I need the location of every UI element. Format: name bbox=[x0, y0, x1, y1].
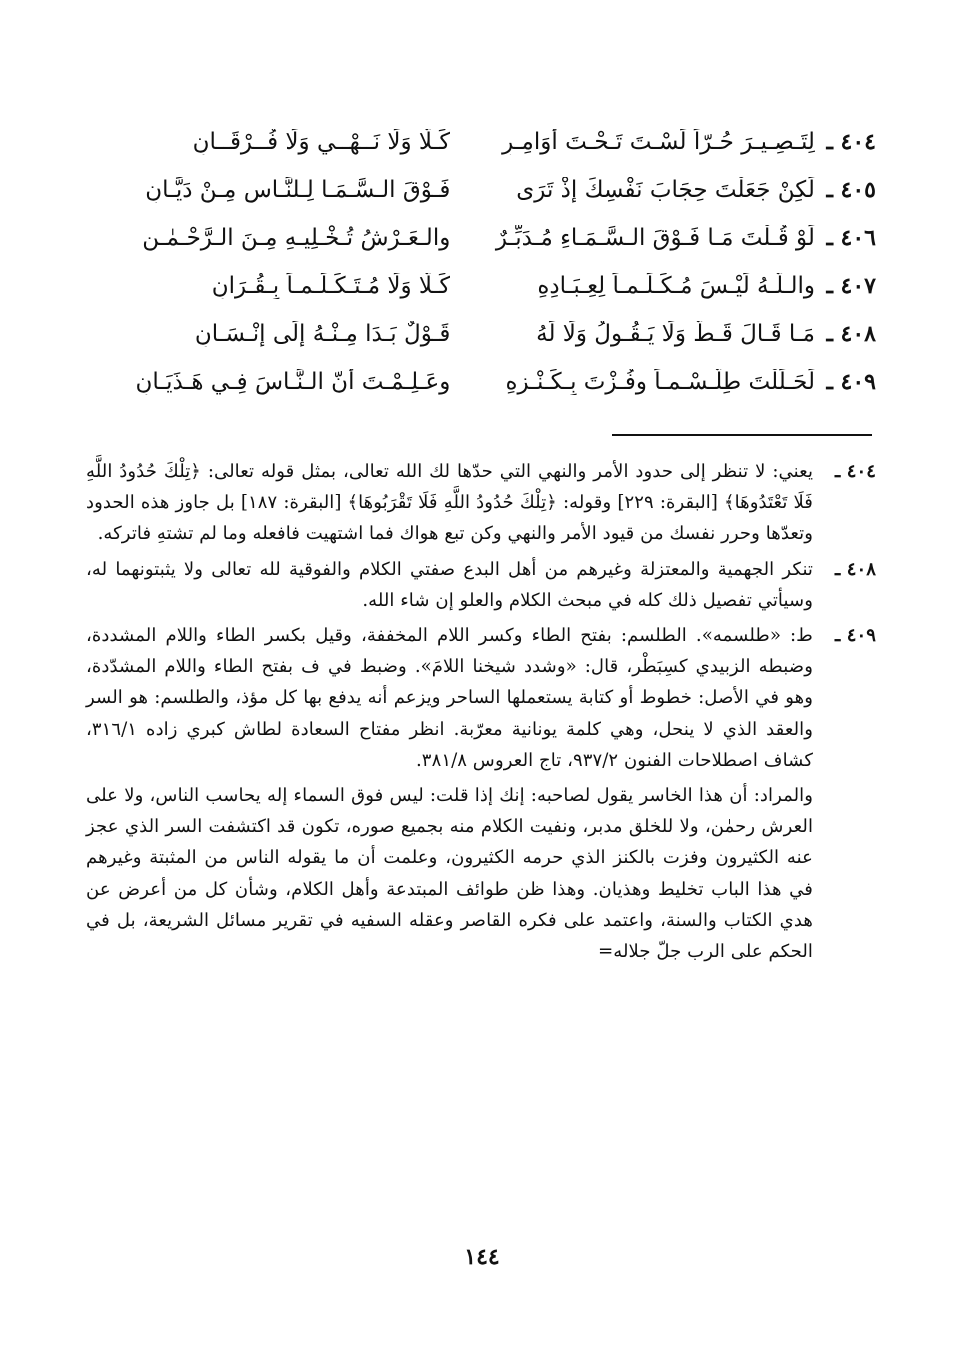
verse-number: ٤٠٧ ـ bbox=[826, 273, 876, 299]
verse-row bbox=[86, 310, 876, 358]
verse-first-hemistich: والـلَّـهُ لَيْـسَ مُـكَـلِّـمـاً لِعِـبَـادِهِ bbox=[537, 273, 815, 299]
footnotes-block bbox=[86, 456, 876, 967]
footnote bbox=[86, 554, 876, 616]
footnote bbox=[86, 456, 876, 550]
footnote-text: ط: «طلسمه». الطلسم: بفتح الطاء وكسر اللام المخففة، وقيل بكسر الطاء واللام المشددة، وضبطه الزبيدي كسِبَطْر، قال: «وشدد شيخنا اللامَ». وضبط في ف بفتح الطاء واللام المشدّدة، وهو في الأصل: خطوط أو كتابة يستعملها الساحر ويزعم أنه يدفع بها كل مؤذ، والطلسم: هو السر والعقد الذي لا ينحل، وهي كلمة يونانية معرّبة. انظر مفتاح السعادة لطاش كبري زاده ٣١٦/١، كشاف اصطلاحات الفنون ٩٣٧/٢، تاج العروس ٣٨١/٨. bbox=[86, 625, 813, 771]
verse-second-hemistich: كَـلَّا وَلَا مُـتَـكَـلِّـمـاً بِـقُـرَانِ bbox=[211, 273, 451, 299]
verse-row bbox=[86, 262, 876, 310]
verse-number: ٤٠٥ ـ bbox=[826, 177, 876, 203]
footnote-number: ٤٠٤ ـ bbox=[835, 461, 876, 482]
footnote-text: يعني: لا تنظر إلى حدود الأمر والنهي التي حدّها لك الله تعالى، بمثل قوله تعالى: ﴿تِلْكَ حُدُودُ اللَّهِ فَلَا تَعْتَدُوهَا﴾ [البقرة: ٢٢٩] وقوله: ﴿تِلْكَ حُدُودُ اللَّهِ فَلَا تَقْرَبُوهَا﴾ [البقرة: ١٨٧] بل جاوز هذه الحدود وتعدّها وحرر نفسك من قيود الأمر والنهي وكن تبع هواك فما اشتهيت فافعله وما لم تشتهِ فاتركه. bbox=[86, 461, 813, 545]
verse-number: ٤٠٩ ـ bbox=[826, 369, 876, 395]
verse-row bbox=[86, 118, 876, 166]
footnote bbox=[86, 620, 876, 776]
verse-second-hemistich: والـعَـرْشُ تُـخْـلِيـهِ مِـنَ الـرَّحْـمٰـنِ bbox=[142, 225, 451, 251]
page-number: ١٤٤ bbox=[464, 1244, 500, 1270]
verse-second-hemistich: قَـوْلٌ بَـدَا مِـنْـهُ إلَى إنْـسَـانِ bbox=[194, 321, 451, 347]
verse-first-hemistich: لَحَـلَلْتَ طِلَّـسْـمـاً وفُـزْتَ بِـكَـنْـزِهِ bbox=[505, 369, 815, 395]
verse-second-hemistich: فَـوْقَ الـسَّـمَـا لِـلنَّـاسِ مِـنْ دَيَّـانِ bbox=[145, 177, 451, 203]
verse-second-hemistich: وعَـلِـمْـتَ أنّ الـنَّـاسَ فِـي هَـذَيَـانِ bbox=[135, 369, 451, 395]
verse-first-hemistich: لَكِنْ جَعَلْتَ حِجَابَ نَفْسِكَ إذْ تَرَى bbox=[516, 177, 815, 203]
verse-first-hemistich: لِتَـصِـيـرَ حُـرّاً لَسْـتَ تَـحْـتَ أوَامِـرٍ bbox=[502, 129, 815, 155]
verse-first-hemistich: مَـا قَـالَ قَـطُّ وَلَا يَـقُـولُ وَلَا لَهُ bbox=[536, 321, 815, 347]
footnote-separator bbox=[612, 434, 872, 436]
verse-first-hemistich: لَوْ قُـلْتَ مَـا فَـوْقَ الـسَّـمَـاءِ مُـدَبِّـرٌ bbox=[495, 225, 815, 251]
footnote-number: ٤٠٩ ـ bbox=[835, 625, 876, 647]
footnote-text: تنكر الجهمية والمعتزلة وغيرهم من أهل البدع صفتي الكلام والفوقية لله تعالى ولا يثبتونهما له، وسيأتي تفصيل ذلك كله في مبحث الكلام والعلو إن شاء الله. bbox=[86, 558, 813, 611]
verse-number: ٤٠٤ ـ bbox=[826, 129, 876, 155]
verse-row bbox=[86, 214, 876, 262]
verses-block bbox=[86, 118, 876, 406]
verse-second-hemistich: كَـلَّا وَلَا نَــهْــيٍ وَلَا فُــرْقَــانِ bbox=[192, 129, 451, 155]
footnote-continuation: والمراد: أن هذا الخاسر يقول لصاحبه: إنك إذا قلت: ليس فوق السماء إله يحاسب الناس، ولا على العرش رحمٰن، ولا للخلق مدبر، ونفيت الكلام منه بجميع صوره، تكون قد اكتشفت السر الذي عجز عنه الكثيرون وفزت بالكنز الذي حرمه الكثيرون، وعلمت أن ما يقوله الناس من المثبتة وغيرهم في هذا الباب تخليط وهذيان. وهذا ظن طوائف المبتدعة وأهل الكلام، وشأن كل من أعرض عن هدي الكتاب والسنة، واعتمد على فكره القاصر وعقله السفيه في تقرير مسائل الشريعة، بل في الحكم على الرب جلّ جلاله= bbox=[86, 785, 813, 963]
verse-number: ٤٠٦ ـ bbox=[826, 225, 876, 251]
verse-number: ٤٠٨ ـ bbox=[826, 321, 876, 347]
verse-row bbox=[86, 166, 876, 214]
verse-row bbox=[86, 358, 876, 406]
footnote-number: ٤٠٨ ـ bbox=[835, 558, 876, 580]
